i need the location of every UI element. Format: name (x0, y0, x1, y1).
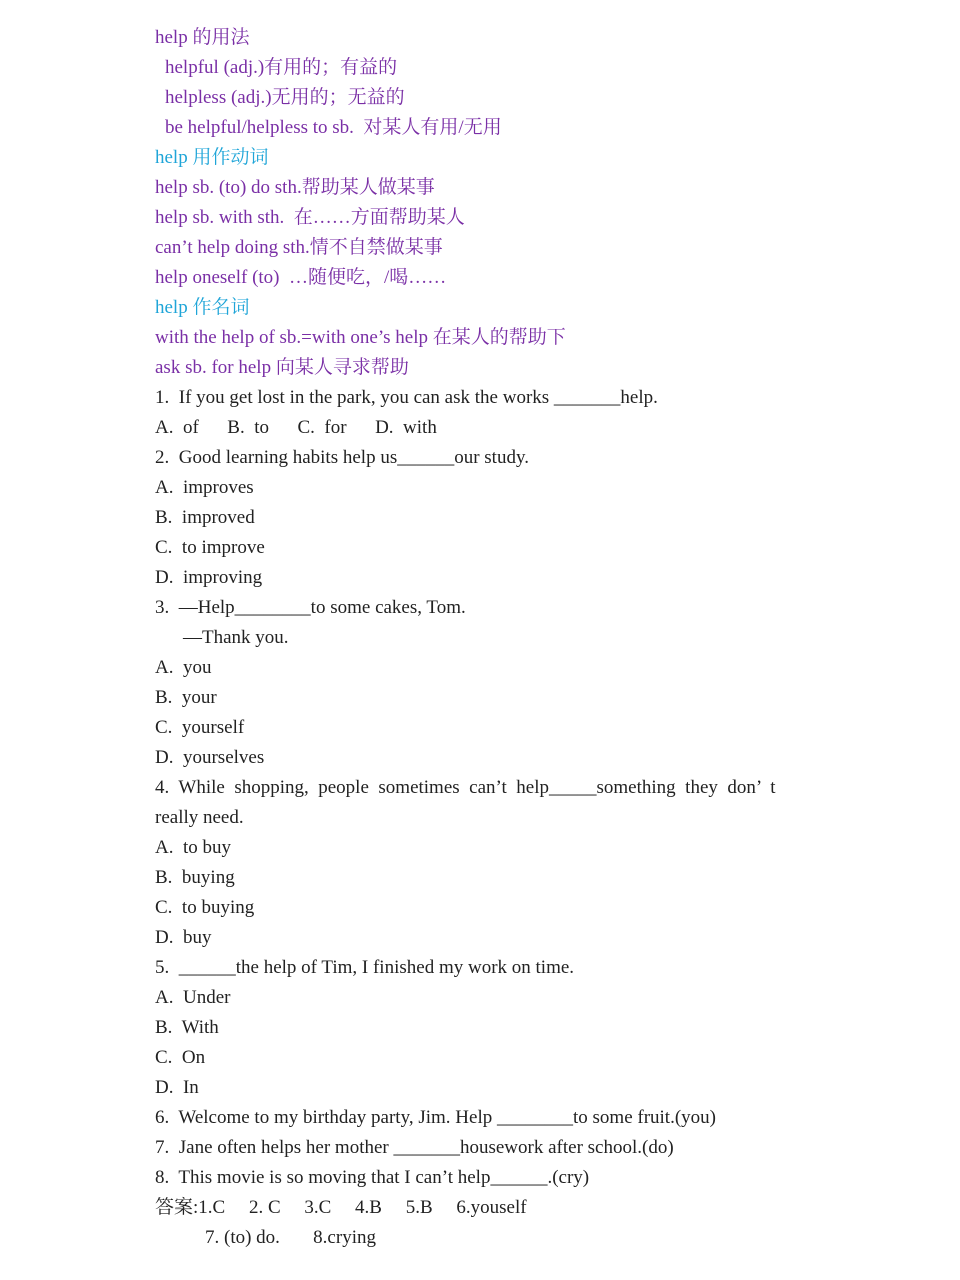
question-3-option-a: A. you (155, 657, 212, 678)
question-3-option-d: D. yourselves (155, 747, 265, 768)
question-3-option-b: B. your (155, 687, 217, 708)
note-cant-help: can’t help doing sth.情不自禁做某事 (155, 237, 443, 258)
question-5: 5. ______the help of Tim, I finished my work on time. (155, 957, 575, 978)
note-help-do: help sb. (to) do sth.帮助某人做某事 (155, 177, 435, 198)
note-help-oneself: help oneself (to) …随便吃，/喝…… (155, 267, 447, 288)
question-5-option-b: B. With (155, 1017, 219, 1038)
notes-title: help 的用法 (155, 27, 250, 48)
question-5-option-c: C. On (155, 1047, 206, 1068)
question-2-option-a: A. improves (155, 477, 254, 498)
question-5-option-d: D. In (155, 1077, 199, 1098)
note-help-with: help sb. with sth. 在……方面帮助某人 (155, 207, 465, 228)
question-4-option-c: C. to buying (155, 897, 255, 918)
answers-line-1: 答案:1.C 2. C 3.C 4.B 5.B 6.youself (155, 1197, 527, 1218)
verb-heading: help 用作动词 (155, 147, 269, 168)
note-helpless: helpless (adj.)无用的；无益的 (165, 87, 405, 108)
question-8: 8. This movie is so moving that I can’t help______.(cry) (155, 1167, 590, 1188)
note-ask-for-help: ask sb. for help 向某人寻求帮助 (155, 357, 409, 378)
question-2-option-b: B. improved (155, 507, 255, 528)
question-4-line-1: 4. While shopping, people sometimes can’t help_____something they don’ t (155, 777, 776, 798)
question-3-option-c: C. yourself (155, 717, 245, 738)
answers-line-2: 7. (to) do. 8.crying (205, 1227, 376, 1248)
question-2-option-d: D. improving (155, 567, 263, 588)
question-7: 7. Jane often helps her mother _______housework after school.(do) (155, 1137, 674, 1158)
noun-heading: help 作名词 (155, 297, 250, 318)
note-helpful: helpful (adj.)有用的；有益的 (165, 57, 398, 78)
question-4-option-a: A. to buy (155, 837, 231, 858)
question-4-option-b: B. buying (155, 867, 235, 888)
question-3-reply: —Thank you. (183, 627, 289, 648)
question-4-option-d: D. buy (155, 927, 212, 948)
question-4-line-2: really need. (155, 807, 244, 828)
question-1-options: A. of B. to C. for D. with (155, 417, 437, 438)
question-3: 3. —Help________to some cakes, Tom. (155, 597, 466, 618)
question-6: 6. Welcome to my birthday party, Jim. Help ________to some fruit.(you) (155, 1107, 716, 1128)
question-2-option-c: C. to improve (155, 537, 265, 558)
note-be-helpful: be helpful/helpless to sb. 对某人有用/无用 (165, 117, 502, 138)
question-1: 1. If you get lost in the park, you can ask the works _______help. (155, 387, 658, 408)
question-5-option-a: A. Under (155, 987, 231, 1008)
question-2: 2. Good learning habits help us______our study. (155, 447, 529, 468)
note-with-help: with the help of sb.=with one’s help 在某人的帮助下 (155, 327, 566, 348)
